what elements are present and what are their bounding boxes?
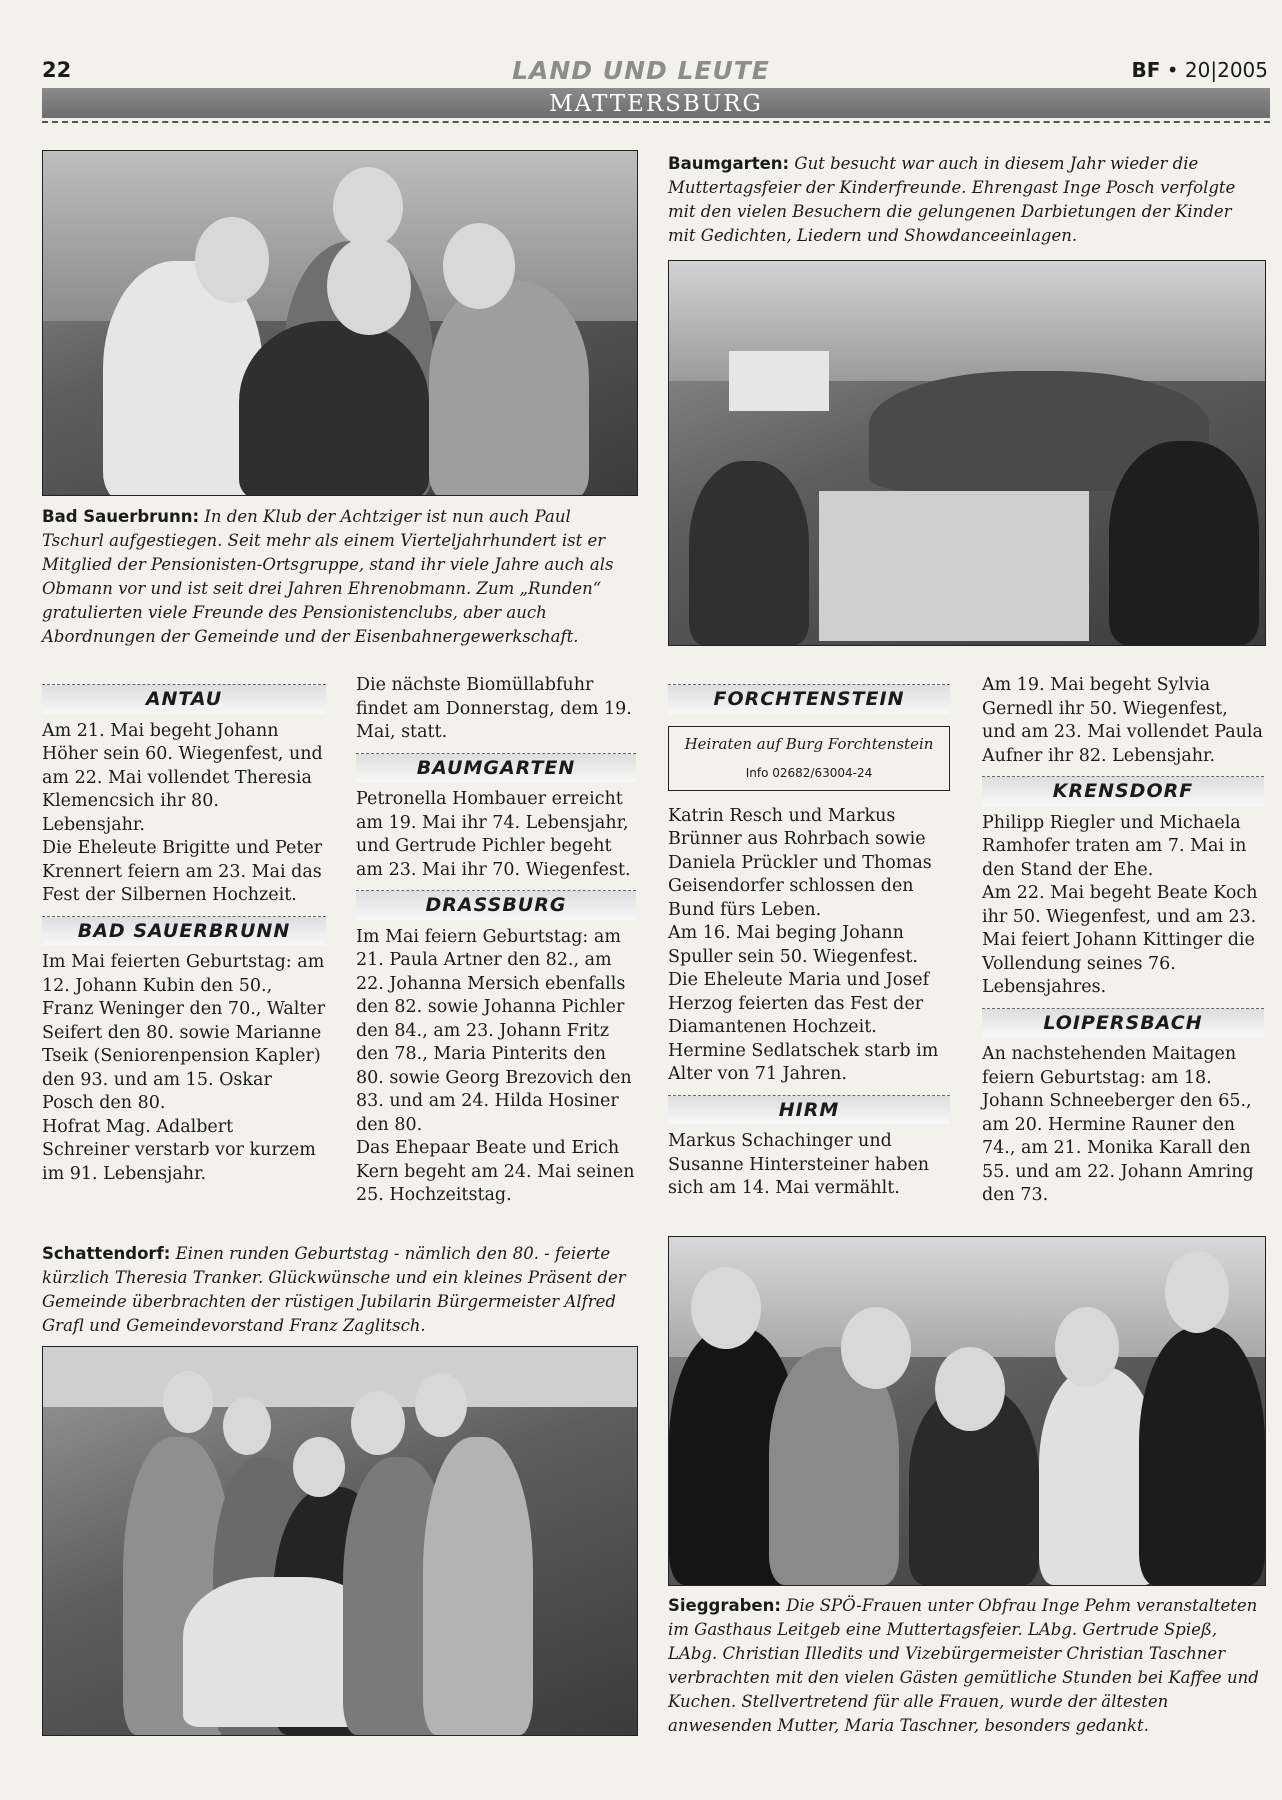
heading-drassburg: DRASSBURG xyxy=(356,890,636,920)
heading-hirm: HIRM xyxy=(668,1095,950,1125)
photo-baumgarten xyxy=(668,260,1266,646)
paragraph: Hermine Sedlatschek starb im Alter von 71 Jahren. xyxy=(668,1040,939,1084)
paragraph: Am 22. Mai begeht Beate Koch ihr 50. Wiegenfest, und am 23. Mai feiert Johann Kittinger die Vollendung seines 76. Lebensjahres. xyxy=(982,883,1258,997)
caption-text: Gut besucht war auch in diesem Jahr wieder die Muttertagsfeier der Kinderfreunde. Ehrengast Inge Posch verfolgte mit den vielen Besuchern die gelungenen Darbietungen der Kinder mit Gedichten, Liedern und Showdanceeinlagen. xyxy=(668,154,1236,245)
caption-place: Baumgarten: xyxy=(668,154,790,173)
paragraph: Markus Schachinger und Susanne Hintersteiner haben sich am 14. Mai vermählt. xyxy=(668,1131,930,1198)
ad-info: Info 02682/63004-24 xyxy=(745,766,873,780)
caption-text: Einen runden Geburtstag - nämlich den 80. - feierte kürzlich Theresia Tranker. Glückwünsche und ein kleines Präsent der Gemeinde überbrachten der rüstigen Jubilarin Bürgermeister Alfred Grafl und Gemeindevorstand Franz Zaglitsch. xyxy=(42,1244,626,1335)
paragraph: Am 16. Mai beging Johann Spuller sein 50. Wiegenfest. xyxy=(668,923,918,967)
column-3 xyxy=(668,676,950,1201)
photo-sieggraben xyxy=(668,1236,1266,1586)
page-number: 22 xyxy=(42,58,72,82)
paragraph: Die Eheleute Brigitte und Peter Krennert feiern am 23. Mai das Fest der Silbernen Hochzeit. xyxy=(42,838,323,905)
caption-baumgarten xyxy=(668,152,1264,248)
ad-box xyxy=(668,726,950,791)
heading-loipersbach: LOIPERSBACH xyxy=(982,1008,1264,1038)
region-title: MATTERSBURG xyxy=(549,91,763,117)
heading-bad-sauerbrunn: BAD SAUERBRUNN xyxy=(42,916,326,946)
paragraph: Die Eheleute Maria und Josef Herzog feierten das Fest der Diamantenen Hochzeit. xyxy=(668,970,930,1037)
issue-number: 20|2005 xyxy=(1184,58,1268,82)
caption-place: Bad Sauerbrunn: xyxy=(42,507,200,526)
issue-info xyxy=(1131,58,1268,82)
caption-place: Schattendorf: xyxy=(42,1244,171,1263)
separator-bullet: • xyxy=(1166,58,1179,82)
banner-divider xyxy=(42,121,1270,123)
caption-schattendorf xyxy=(42,1242,636,1338)
paragraph: Katrin Resch und Markus Brünner aus Rohrbach sowie Daniela Prückler und Thomas Geisendorfer schlossen den Bund fürs Leben. xyxy=(668,805,932,920)
caption-bad-sauerbrunn xyxy=(42,505,636,649)
ad-title: Heiraten auf Burg Forchtenstein xyxy=(684,734,934,753)
publication-name: BF xyxy=(1131,58,1161,82)
caption-place: Sieggraben: xyxy=(668,1596,781,1615)
paragraph: Am 19. Mai begeht Sylvia Gernedl ihr 50. Wiegenfest, und am 23. Mai vollendet Paula Aufner ihr 82. Lebensjahr. xyxy=(982,675,1263,766)
region-banner xyxy=(42,88,1270,118)
caption-text: In den Klub der Achtziger ist nun auch Paul Tschurl aufgestiegen. Seit mehr als einem Vierteljahrhundert ist er Mitglied der Pensionisten-Ortsgruppe, stand ihr viele Jahre auch als Obmann vor und ist seit drei Jahren Ehrenobmann. Zum „Runden“ gratulierten viele Freunde des Pensionistenclubs, aber auch Abordnungen der Gemeinde und der Eisenbahnergewerkschaft. xyxy=(42,507,614,646)
paragraph: Philipp Riegler und Michaela Ramhofer traten am 7. Mai in den Stand der Ehe. xyxy=(982,812,1247,880)
heading-baumgarten: BAUMGARTEN xyxy=(356,753,636,783)
paragraph: Am 21. Mai begeht Johann Höher sein 60. Wiegenfest, und am 22. Mai vollendet Theresia Klemencsich ihr 80. Lebensjahr. xyxy=(42,720,323,835)
paragraph: Petronella Hombauer erreicht am 19. Mai ihr 74. Lebensjahr, und Gertrude Pichler begeht am 23. Mai ihr 70. Wiegenfest. xyxy=(356,789,631,880)
paragraph: Im Mai feiern Geburtstag: am 21. Paula Artner den 82., am 22. Johanna Mersich ebenfalls den 82. sowie Johanna Pichler den 84., am 23. Johann Fritz den 78., Maria Pinterits den 80. sowie Georg Brezovich den 83. und am 24. Hilda Hosiner den 80. xyxy=(356,926,632,1135)
paragraph: Die nächste Biomüllabfuhr findet am Donnerstag, dem 19. Mai, statt. xyxy=(356,675,632,742)
caption-sieggraben xyxy=(668,1594,1264,1738)
heading-forchtenstein: FORCHTENSTEIN xyxy=(668,684,950,714)
photo-bad-sauerbrunn xyxy=(42,150,638,496)
paragraph: An nachstehenden Maitagen feiern Geburtstag: am 18. Johann Schneeberger den 65., am 20. Hermine Rauner den 74., am 21. Monika Karall den 55. und am 22. Johann Amring den 73. xyxy=(982,1044,1254,1205)
photo-schattendorf xyxy=(42,1346,638,1736)
heading-antau: ANTAU xyxy=(42,684,326,714)
column-4 xyxy=(982,674,1264,1208)
paragraph: Das Ehepaar Beate und Erich Kern begeht am 24. Mai seinen 25. Hochzeitstag. xyxy=(356,1138,635,1205)
caption-text: Die SPÖ-Frauen unter Obfrau Inge Pehm veranstalteten im Gasthaus Leitgeb eine Muttertagsfeier. LAbg. Gertrude Spieß, LAbg. Christian Illedits und Vizebürgermeister Christian Taschner verbrachten mit den vielen Gästen gemütliche Stunden bei Kaffee und Kuchen. Stellvertretend für alle Frauen, wurde der ältesten anwesenden Mutter, Maria Taschner, besonders gedankt. xyxy=(668,1596,1259,1735)
column-2 xyxy=(356,674,636,1208)
heading-krensdorf: KRENSDORF xyxy=(982,776,1264,806)
section-title: LAND UND LEUTE xyxy=(512,56,770,85)
paragraph: Im Mai feierten Geburtstag: am 12. Johann Kubin den 50., Franz Weninger den 70., Walter Seifert den 80. sowie Marianne Tseik (Seniorenpension Kapler) den 93. und am 15. Oskar Posch den 80. xyxy=(42,952,326,1113)
paragraph: Hofrat Mag. Adalbert Schreiner verstarb vor kurzem im 91. Lebensjahr. xyxy=(42,1116,316,1184)
column-1 xyxy=(42,676,326,1186)
